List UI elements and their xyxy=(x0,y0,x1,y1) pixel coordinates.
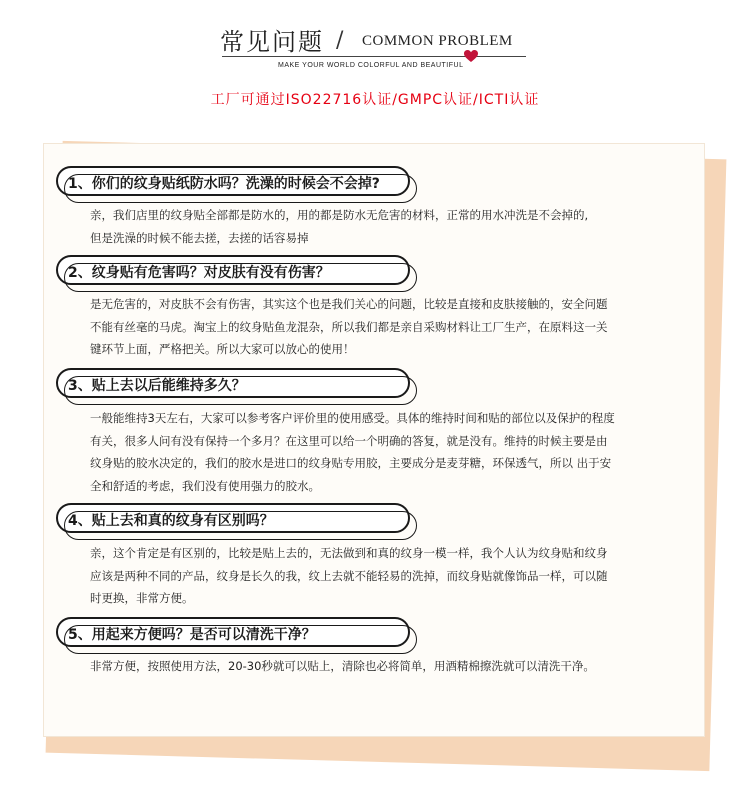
answer-3-line: 纹身贴的胶水决定的，我们的胶水是进口的纹身贴专用胶，主要成分是麦芽糖，环保透气，所以 出于安 xyxy=(90,456,612,470)
answer-4-line: 时更换，非常方便。 xyxy=(90,591,194,605)
answer-2 xyxy=(90,293,702,361)
title-separator: / xyxy=(336,28,344,53)
answer-1-line: 亲，我们店里的纹身贴全部都是防水的，用的都是防水无危害的材料，正常的用水冲洗是不会掉的, xyxy=(90,208,589,222)
answer-3-line: 有关，很多人问有没有保持一个多月？在这里可以给一个明确的答复，就是没有。维持的时候主要是由 xyxy=(90,433,608,448)
tagline: MAKE YOUR WORLD COLORFUL AND BEAUTIFUL xyxy=(278,62,464,69)
certification-notice: 工厂可通过ISO22716认证/GMPC认证/ICTI认证 xyxy=(210,92,540,108)
question-pill-2 xyxy=(56,255,410,285)
answer-1 xyxy=(90,204,702,249)
answer-4-line: 应该是两种不同的产品，纹身是长久的我，纹上去就不能轻易的洗掉，而纹身贴就像饰品一样，可以随 xyxy=(90,568,608,583)
answer-3-line: 全和舒适的考虑，我们没有使用强力的胶水。 xyxy=(90,478,320,493)
answer-4 xyxy=(90,542,702,610)
answer-4-line: 亲，这个肯定是有区别的，比较是贴上去的，无法做到和真的纹身一模一样，我个人认为纹身贴和纹身 xyxy=(90,546,608,560)
heart-icon xyxy=(464,50,478,63)
title-underline xyxy=(222,56,526,57)
question-pill-1 xyxy=(56,166,410,196)
question-2-text: 2、纹身贴有危害吗？对皮肤有没有伤害？ xyxy=(68,265,330,281)
question-pill-3 xyxy=(56,368,410,398)
question-pill-4 xyxy=(56,503,410,533)
answer-2-line: 键环节上面，严格把关。所以大家可以放心的使用！ xyxy=(90,342,355,356)
page-title-english: COMMON PROBLEM xyxy=(362,33,513,49)
answer-5-line: 非常方便，按照使用方法，20-30秒就可以贴上，清除也必将简单，用酒精棉擦洗就可以清洗干净。 xyxy=(90,659,595,673)
question-1-text: 1、你们的纹身贴纸防水吗？洗澡的时候会不会掉? xyxy=(68,176,380,192)
answer-3-line: 一般能维持3天左右，大家可以参考客户评价里的使用感受。具体的维持时间和贴的部位以及保护的程度 xyxy=(90,411,615,425)
question-4-text: 4、贴上去和真的纹身有区别吗？ xyxy=(68,513,274,529)
question-5-text: 5、用起来方便吗？是否可以清洗干净？ xyxy=(68,627,316,643)
question-pill-5 xyxy=(56,617,410,647)
answer-1-line: 但是洗澡的时候不能去搓，去搓的话容易掉 xyxy=(90,230,309,245)
answer-2-line: 是无危害的，对皮肤不会有伤害，其实这个也是我们关心的问题，比较是直接和皮肤接触的，安全问题 xyxy=(90,297,608,311)
answer-5 xyxy=(90,655,702,678)
question-3-text: 3、贴上去以后能维持多久？ xyxy=(68,378,246,394)
page-title: 常见问题 xyxy=(220,28,324,56)
answer-2-line: 不能有丝毫的马虎。淘宝上的纹身贴鱼龙混杂，所以我们都是亲自采购材料让工厂生产，在原料这一关 xyxy=(90,319,608,334)
answer-3 xyxy=(90,407,702,497)
page-header xyxy=(0,0,750,120)
